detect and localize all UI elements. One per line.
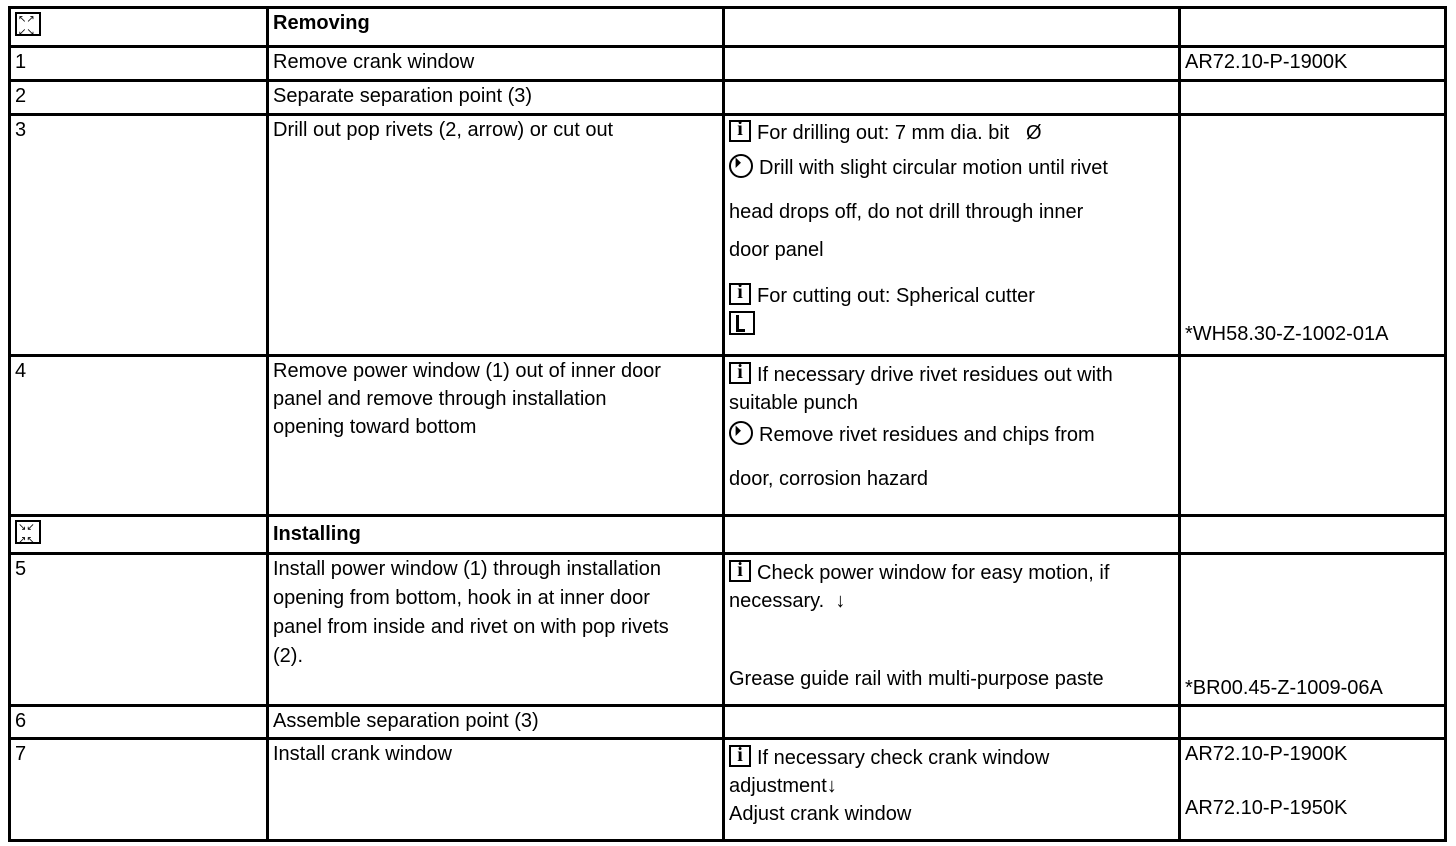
info-icon bbox=[729, 283, 751, 305]
table-row bbox=[10, 356, 1446, 516]
step-number: 2 bbox=[10, 81, 268, 115]
note-text: door panel bbox=[729, 239, 824, 261]
note-text: head drops off, do not drill through inner bbox=[729, 201, 1084, 223]
step-notes bbox=[724, 115, 1180, 356]
step-number: 4 bbox=[10, 356, 268, 516]
step-number: 3 bbox=[10, 115, 268, 356]
note-text: Grease guide rail with multi-purpose paste bbox=[729, 668, 1104, 690]
info-icon bbox=[729, 362, 751, 384]
step-action: Install crank window bbox=[268, 739, 724, 841]
step-number: 5 bbox=[10, 554, 268, 706]
section-header-removing bbox=[10, 8, 1446, 47]
note-icon bbox=[729, 421, 753, 445]
note-text: If necessary check crank window bbox=[757, 747, 1050, 769]
table-row bbox=[10, 554, 1446, 706]
note-text: door, corrosion hazard bbox=[729, 468, 929, 490]
step-number: 1 bbox=[10, 47, 268, 81]
info-icon bbox=[729, 120, 751, 142]
note-text: For cutting out: Spherical cutter bbox=[757, 285, 1035, 307]
table-row bbox=[10, 81, 1446, 115]
note-icon bbox=[729, 154, 753, 178]
section-title-installing: Installing bbox=[268, 516, 724, 554]
table-row bbox=[10, 739, 1446, 841]
note-text: Check power window for easy motion, if bbox=[757, 562, 1110, 584]
special-tool-icon bbox=[729, 311, 755, 335]
note-text: Remove rivet residues and chips from bbox=[759, 424, 1095, 446]
note-text: adjustment bbox=[729, 775, 827, 797]
table-row bbox=[10, 47, 1446, 81]
note-text: suitable punch bbox=[729, 392, 858, 414]
section-header-installing bbox=[10, 516, 1446, 554]
note-text: For drilling out: 7 mm dia. bit bbox=[757, 122, 1010, 144]
step-notes bbox=[724, 356, 1180, 516]
table-row bbox=[10, 706, 1446, 739]
diameter-symbol: Ø bbox=[1026, 122, 1042, 144]
info-icon bbox=[729, 745, 751, 767]
step-number: 6 bbox=[10, 706, 268, 739]
step-action: Remove crank window bbox=[268, 47, 724, 81]
step-number: 7 bbox=[10, 739, 268, 841]
installation-arrows-icon bbox=[15, 520, 41, 544]
step-reference: *WH58.30-Z-1002-01A bbox=[1185, 323, 1389, 345]
step-reference: AR72.10-P-1950K bbox=[1185, 797, 1348, 819]
step-reference: AR72.10-P-1900K bbox=[1185, 743, 1348, 765]
section-title-removing: Removing bbox=[268, 8, 724, 47]
down-arrow-icon: ↓ bbox=[835, 590, 846, 612]
note-text: Drill with slight circular motion until rivet bbox=[759, 157, 1108, 179]
step-action: Assemble separation point (3) bbox=[268, 706, 724, 739]
procedure-table bbox=[8, 6, 1447, 842]
step-reference: AR72.10-P-1900K bbox=[1180, 47, 1446, 81]
info-icon bbox=[729, 560, 751, 582]
note-text: Adjust crank window bbox=[729, 803, 912, 825]
note-text: necessary. bbox=[729, 590, 825, 612]
step-action: Remove power window (1) out of inner door panel and remove through installation opening toward bottom bbox=[268, 356, 724, 516]
step-reference: *BR00.45-Z-1009-06A bbox=[1185, 677, 1383, 699]
note-text: If necessary drive rivet residues out with bbox=[757, 364, 1113, 386]
step-notes bbox=[724, 554, 1180, 706]
step-notes bbox=[724, 739, 1180, 841]
table-row bbox=[10, 115, 1446, 356]
removal-arrows-icon bbox=[15, 12, 41, 36]
step-action: Install power window (1) through installation opening from bottom, hook in at inner door panel from inside and rivet on with pop rivets (2). bbox=[268, 554, 724, 706]
down-arrow-icon: ↓ bbox=[826, 775, 837, 797]
step-action: Drill out pop rivets (2, arrow) or cut out bbox=[268, 115, 724, 356]
step-action: Separate separation point (3) bbox=[268, 81, 724, 115]
